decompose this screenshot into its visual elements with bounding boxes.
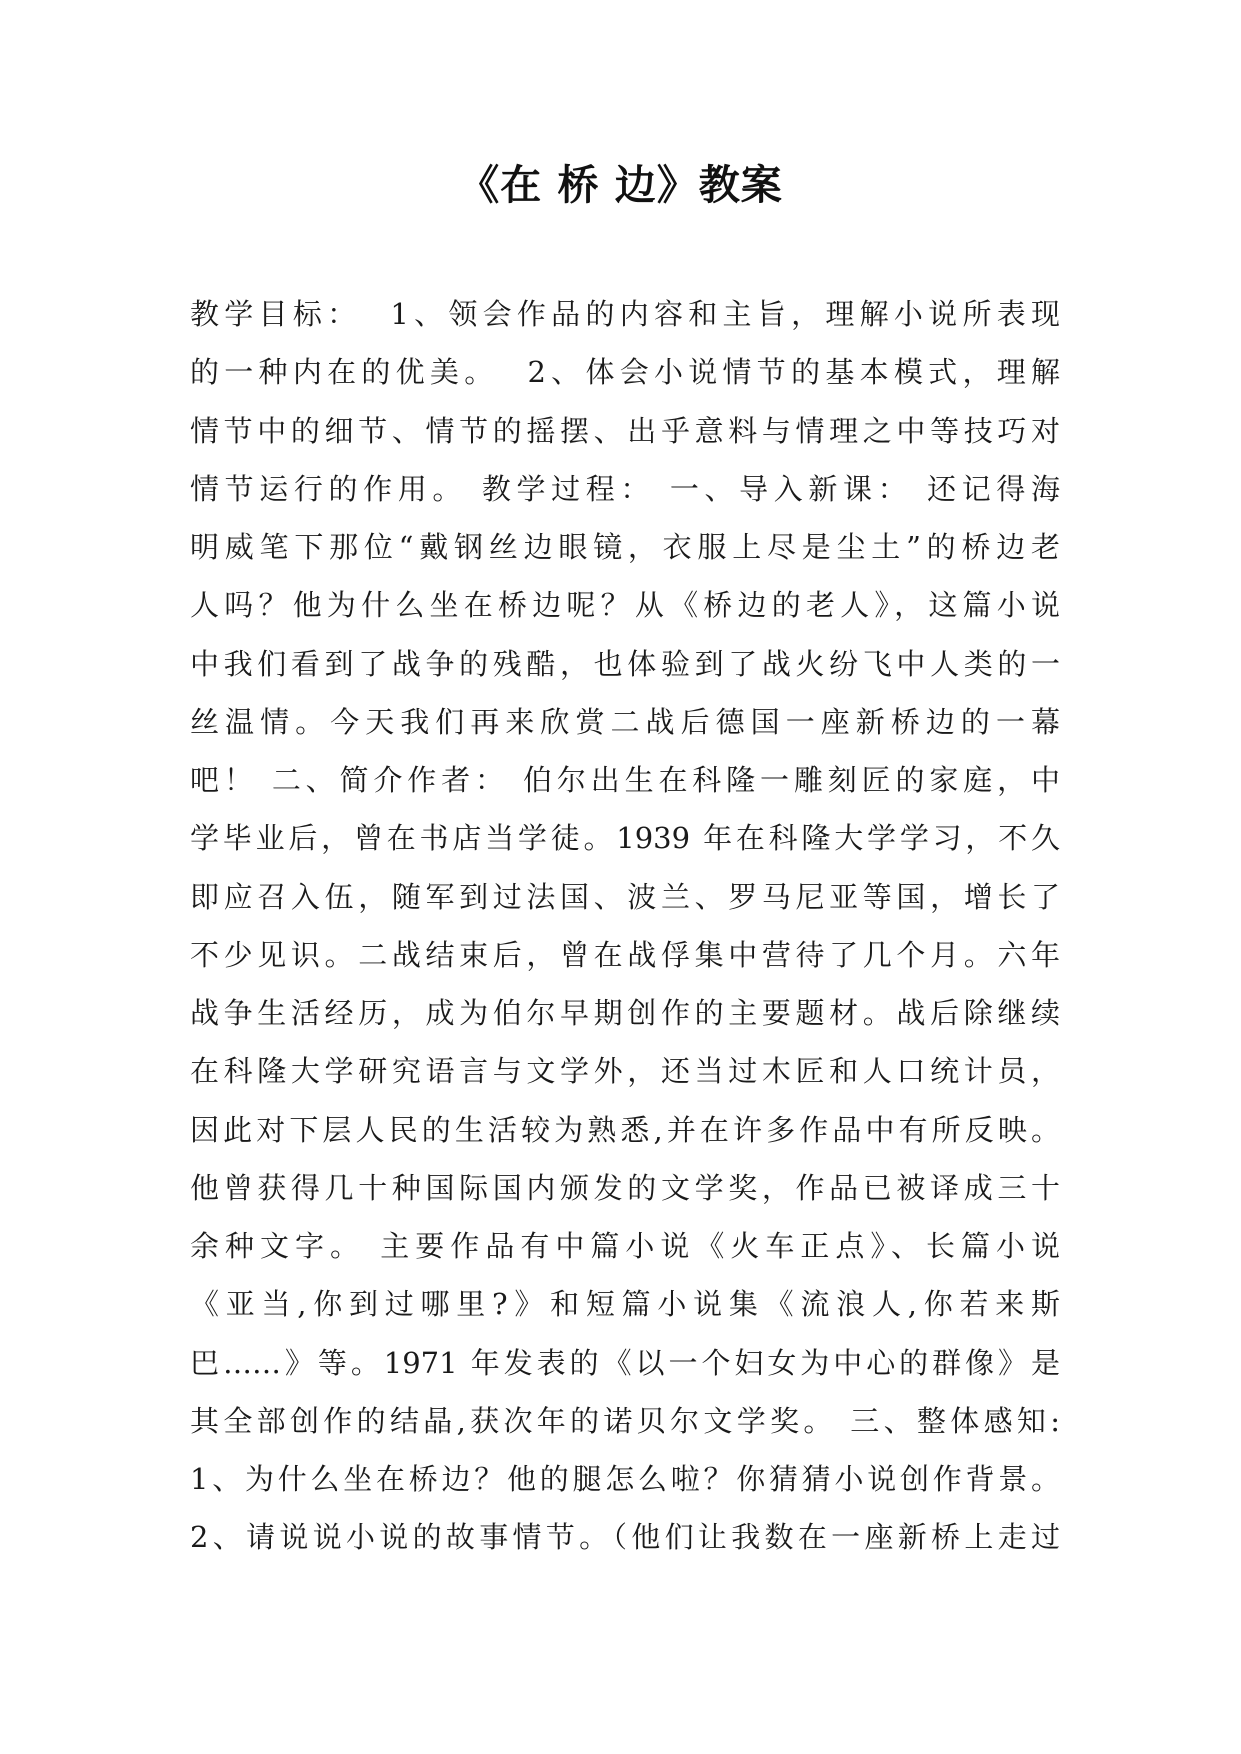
body-line: 情节运行的作用。 教学过程： 一、导入新课： 还记得海 — [190, 471, 1060, 506]
body-line: 不少见识。二战结束后，曾在战俘集中营待了几个月。六年 — [190, 937, 1060, 972]
body-line: 在科隆大学研究语言与文学外，还当过木匠和人口统计员， — [190, 1054, 1060, 1089]
body-line: 中我们看到了战争的残酷，也体验到了战火纷飞中人类的一 — [190, 646, 1060, 681]
body-line: 因此对下层人民的生活较为熟悉,并在许多作品中有所反映。 — [190, 1112, 1060, 1147]
body-line: 人吗？他为什么坐在桥边呢？从《桥边的老人》，这篇小说 — [190, 588, 1060, 623]
body-line: 吧！ 二、简介作者： 伯尔出生在科隆一雕刻匠的家庭，中 — [190, 763, 1060, 797]
document-title: 《在 桥 边》教案 — [458, 161, 783, 209]
body-line: 情节中的细节、情节的摇摆、出乎意料与情理之中等技巧对 — [190, 413, 1060, 448]
body-line: 他曾获得几十种国际国内颁发的文学奖，作品已被译成三十 — [190, 1170, 1060, 1205]
body-line: 2、请说说小说的故事情节。（他们让我数在一座新桥上走过 — [190, 1520, 1060, 1555]
body-line: 巴……》等。1971 年发表的《以一个妇女为中心的群像》是 — [190, 1345, 1060, 1380]
body-line: 即应召入伍，随军到过法国、波兰、罗马尼亚等国，增长了 — [190, 879, 1060, 914]
body-line: 明威笔下那位“戴钢丝边眼镜，衣服上尽是尘土”的桥边老 — [190, 530, 1060, 564]
body-line: 教学目标： 1、领会作品的内容和主旨，理解小说所表现 — [190, 297, 1060, 331]
body-line: 的一种内在的优美。 2、体会小说情节的基本模式，理解 — [190, 355, 1060, 390]
body-line: 1、为什么坐在桥边？他的腿怎么啦？你猜猜小说创作背景。 — [190, 1462, 1060, 1496]
document-body — [190, 285, 1060, 1567]
body-line: 《亚当,你到过哪里?》和短篇小说集《流浪人,你若来斯 — [190, 1287, 1060, 1322]
body-line: 余种文字。 主要作品有中篇小说《火车正点》、长篇小说 — [190, 1229, 1060, 1263]
body-line: 学毕业后，曾在书店当学徒。1939 年在科隆大学学习，不久 — [190, 821, 1060, 856]
body-line: 战争生活经历，成为伯尔早期创作的主要题材。战后除继续 — [190, 996, 1060, 1030]
body-line: 丝温情。今天我们再来欣赏二战后德国一座新桥边的一幕 — [190, 704, 1060, 739]
body-line: 其全部创作的结晶,获次年的诺贝尔文学奖。 三、整体感知: — [190, 1403, 1060, 1438]
